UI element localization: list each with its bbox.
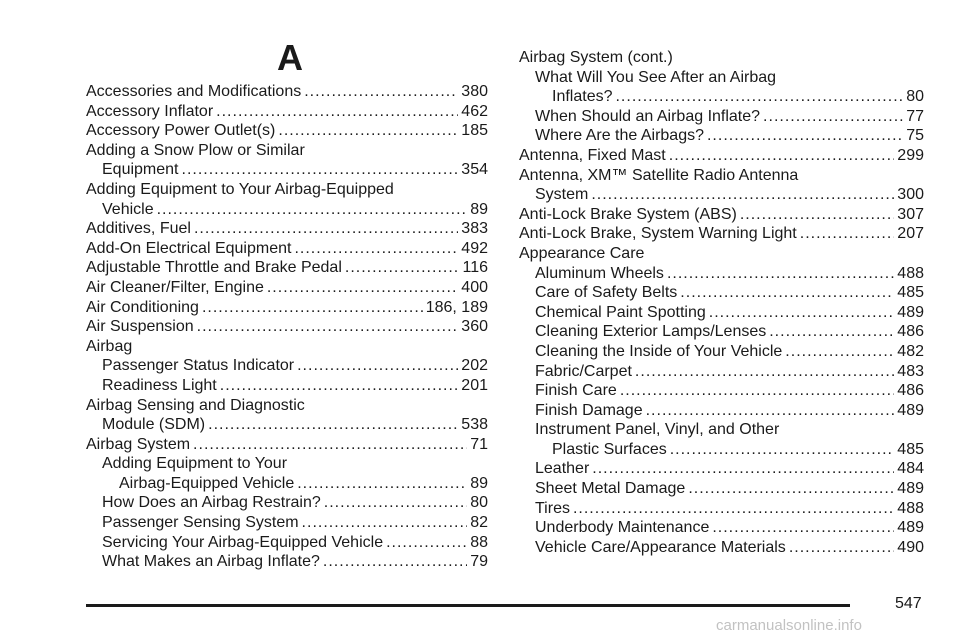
index-entry-page: 489	[897, 480, 924, 498]
dot-leader	[297, 356, 458, 376]
index-entry	[519, 244, 924, 264]
index-entry-text: Vehicle Care/Appearance Materials	[535, 538, 786, 556]
dot-leader	[220, 376, 459, 396]
index-entry-text: Care of Safety Belts	[535, 284, 678, 302]
index-entry-page: 488	[897, 499, 924, 517]
index-entry	[519, 362, 924, 382]
index-entry	[86, 317, 488, 337]
dot-leader	[680, 283, 894, 303]
index-entry-page: 79	[470, 553, 488, 571]
index-entry-page: 75	[906, 127, 924, 145]
dot-leader	[620, 381, 894, 401]
index-entry-page: 489	[897, 303, 924, 321]
dot-leader	[688, 479, 894, 499]
index-entry	[519, 401, 924, 421]
index-entry-page: 462	[461, 102, 488, 120]
index-entry-text: Leather	[535, 460, 590, 478]
index-entry-text: Sheet Metal Damage	[535, 480, 686, 498]
index-entry-page: 201	[461, 376, 488, 394]
index-entry	[519, 224, 924, 244]
index-entry	[86, 121, 488, 141]
index-entry	[86, 493, 488, 513]
dot-leader	[646, 401, 895, 421]
index-entry-text: Where Are the Airbags?	[535, 127, 704, 145]
dot-leader	[267, 278, 458, 298]
dot-leader	[194, 219, 458, 239]
index-entry-text: Passenger Sensing System	[102, 514, 299, 532]
index-entry-text: Antenna, XM™ Satellite Radio Antenna	[519, 166, 799, 184]
index-entry-text: Additives, Fuel	[86, 220, 191, 238]
index-entry	[519, 459, 924, 479]
index-entry	[519, 264, 924, 284]
index-entry-text: Tires	[535, 499, 570, 517]
index-entry	[519, 303, 924, 323]
index-entry-text: Plastic Surfaces	[552, 440, 667, 458]
index-entry-text: Airbag Sensing and Diagnostic	[86, 396, 305, 414]
index-entry-text: When Should an Airbag Inflate?	[535, 107, 761, 125]
page-number: 547	[895, 595, 922, 612]
dot-leader	[324, 493, 467, 513]
index-entry-text: How Does an Airbag Restrain?	[102, 494, 321, 512]
index-entry	[519, 499, 924, 519]
index-entry-text: Inflates?	[552, 88, 613, 106]
index-entry-text: Adding Equipment to Your	[102, 455, 288, 473]
index-column-right	[519, 48, 924, 557]
index-entry	[519, 479, 924, 499]
dot-leader	[670, 440, 895, 460]
index-entry-page: 186, 189	[425, 298, 488, 316]
dot-leader	[386, 533, 467, 553]
index-entry	[86, 435, 488, 455]
index-entry-page: 360	[461, 318, 488, 336]
index-entry	[519, 126, 924, 146]
index-entry-page: 489	[897, 519, 924, 537]
dot-leader	[216, 102, 458, 122]
index-entry-page: 485	[897, 284, 924, 302]
index-entry-text: Readiness Light	[102, 376, 217, 394]
dot-leader	[345, 258, 460, 278]
dot-leader	[615, 87, 903, 107]
index-entry-text: Equipment	[102, 161, 179, 179]
index-entry-page: 77	[906, 107, 924, 125]
index-entry	[519, 205, 924, 225]
index-entry	[86, 298, 488, 318]
index-entry-page: 82	[470, 514, 488, 532]
index-entry	[86, 552, 488, 572]
index-entry-text: What Makes an Airbag Inflate?	[102, 553, 320, 571]
index-entry-page: 185	[461, 122, 488, 140]
index-entry	[86, 454, 488, 474]
index-entry	[86, 160, 488, 180]
index-entry-text: Adding a Snow Plow or Similar	[86, 141, 305, 159]
index-entry	[86, 396, 488, 416]
index-entry	[86, 337, 488, 357]
dot-leader	[278, 121, 458, 141]
index-entry-page: 354	[461, 161, 488, 179]
dot-leader	[712, 518, 894, 538]
index-entry	[86, 141, 488, 161]
index-entry-page: 80	[906, 88, 924, 106]
index-entry-text: Instrument Panel, Vinyl, and Other	[535, 421, 780, 439]
index-entry-text: Airbag	[86, 337, 133, 355]
index-entry	[519, 440, 924, 460]
index-entry-text: Accessories and Modifications	[86, 83, 302, 100]
index-entry-page: 299	[897, 146, 924, 164]
index-entry-page: 486	[897, 323, 924, 341]
index-entry-page: 89	[470, 200, 488, 218]
dot-leader	[304, 82, 458, 102]
index-entry-text: Air Conditioning	[86, 298, 199, 316]
dot-leader	[707, 126, 903, 146]
index-entry-text: Aluminum Wheels	[535, 264, 664, 282]
dot-leader	[635, 362, 894, 382]
index-entry	[86, 258, 488, 278]
dot-leader	[591, 185, 894, 205]
index-entry-text: Anti-Lock Brake System (ABS)	[519, 205, 737, 223]
dot-leader	[669, 146, 895, 166]
index-entry-page: 484	[897, 460, 924, 478]
index-entry-text: System	[535, 186, 589, 204]
index-entry-text: Chemical Paint Spotting	[535, 303, 706, 321]
index-entry-text: Finish Care	[535, 382, 617, 400]
index-entry-text: Cleaning the Inside of Your Vehicle	[535, 342, 783, 360]
index-entry	[86, 415, 488, 435]
index-entry	[86, 278, 488, 298]
index-entry-page: 307	[897, 205, 924, 223]
index-entry	[519, 518, 924, 538]
index-entry-text: Vehicle	[102, 200, 154, 218]
index-entry	[86, 376, 488, 396]
index-entry-text: Module (SDM)	[102, 416, 206, 434]
index-entry	[86, 513, 488, 533]
index-entry-page: 80	[470, 494, 488, 512]
index-entry	[519, 381, 924, 401]
index-entry	[86, 200, 488, 220]
index-entry-text: Airbag System	[86, 435, 191, 453]
index-entry-page: 380	[461, 83, 488, 100]
index-entry-text: Accessory Power Outlet(s)	[86, 122, 276, 140]
dot-leader	[323, 552, 467, 572]
index-entry-page: 71	[470, 435, 488, 453]
dot-leader	[763, 107, 903, 127]
index-entry-text: Servicing Your Airbag-Equipped Vehicle	[102, 533, 384, 551]
index-entry	[86, 102, 488, 122]
index-entry-text: Accessory Inflator	[86, 102, 214, 120]
index-entry-text: Cleaning Exterior Lamps/Lenses	[535, 323, 767, 341]
index-entry	[519, 146, 924, 166]
index-entry	[86, 356, 488, 376]
index-entry-page: 489	[897, 401, 924, 419]
index-entry	[86, 219, 488, 239]
index-entry-text: Airbag-Equipped Vehicle	[119, 474, 295, 492]
index-entry	[86, 533, 488, 553]
dot-leader	[573, 499, 894, 519]
dot-leader	[785, 342, 894, 362]
index-entry-page: 89	[470, 474, 488, 492]
dot-leader	[667, 264, 894, 284]
index-entry-text: What Will You See After an Airbag	[535, 68, 777, 86]
section-letter: A	[277, 37, 303, 78]
index-entry	[86, 180, 488, 200]
index-entry	[519, 283, 924, 303]
index-entry	[519, 48, 924, 68]
index-entry-page: 400	[461, 278, 488, 296]
index-entry-page: 488	[897, 264, 924, 282]
index-entry-text: Underbody Maintenance	[535, 519, 710, 537]
index-entry	[86, 239, 488, 259]
index-entry	[519, 87, 924, 107]
index-entry-text: Passenger Status Indicator	[102, 357, 295, 375]
index-entry-text: Anti-Lock Brake, System Warning Light	[519, 225, 797, 243]
dot-leader	[800, 224, 895, 244]
index-entry-page: 482	[897, 342, 924, 360]
dot-leader	[709, 303, 895, 323]
dot-leader	[202, 298, 423, 318]
index-entry-page: 486	[897, 382, 924, 400]
index-entry-page: 383	[461, 220, 488, 238]
index-entry-text: Appearance Care	[519, 244, 645, 262]
index-entry	[519, 420, 924, 440]
index-entry-text: Air Suspension	[86, 318, 194, 336]
index-entry-page: 485	[897, 440, 924, 458]
index-entry-page: 207	[897, 225, 924, 243]
dot-leader	[740, 205, 894, 225]
index-entry-text: Fabric/Carpet	[535, 362, 632, 380]
index-column-left	[86, 82, 488, 572]
dot-leader	[297, 474, 467, 494]
dot-leader	[769, 322, 894, 342]
index-entry-page: 492	[461, 239, 488, 257]
index-entry	[519, 107, 924, 127]
index-entry-text: Finish Damage	[535, 401, 643, 419]
watermark: carmanualsonline.info	[716, 617, 862, 634]
index-entry-page: 490	[897, 538, 924, 556]
dot-leader	[157, 200, 468, 220]
footer-rule	[86, 604, 850, 607]
dot-leader	[592, 459, 894, 479]
index-entry	[86, 474, 488, 494]
dot-leader	[208, 415, 458, 435]
index-entry-page: 538	[461, 416, 488, 434]
index-entry	[86, 82, 488, 102]
index-entry	[519, 538, 924, 558]
dot-leader	[294, 239, 458, 259]
index-entry-text: Antenna, Fixed Mast	[519, 146, 666, 164]
dot-leader	[193, 435, 467, 455]
index-entry	[519, 68, 924, 88]
index-entry-page: 483	[897, 362, 924, 380]
index-entry-text: Adjustable Throttle and Brake Pedal	[86, 259, 342, 277]
index-entry-page: 88	[470, 533, 488, 551]
dot-leader	[182, 160, 459, 180]
index-entry-text: Air Cleaner/Filter, Engine	[86, 278, 264, 296]
dot-leader	[197, 317, 459, 337]
index-entry	[519, 342, 924, 362]
dot-leader	[789, 538, 894, 558]
index-entry-text: Airbag System (cont.)	[519, 49, 673, 66]
index-entry-page: 202	[461, 357, 488, 375]
index-entry	[519, 322, 924, 342]
index-entry-text: Add-On Electrical Equipment	[86, 239, 292, 257]
index-entry-page: 116	[462, 259, 488, 277]
index-entry	[519, 166, 924, 186]
index-entry-text: Adding Equipment to Your Airbag-Equipped	[86, 180, 394, 198]
index-entry	[519, 185, 924, 205]
index-entry-page: 300	[897, 186, 924, 204]
dot-leader	[302, 513, 468, 533]
